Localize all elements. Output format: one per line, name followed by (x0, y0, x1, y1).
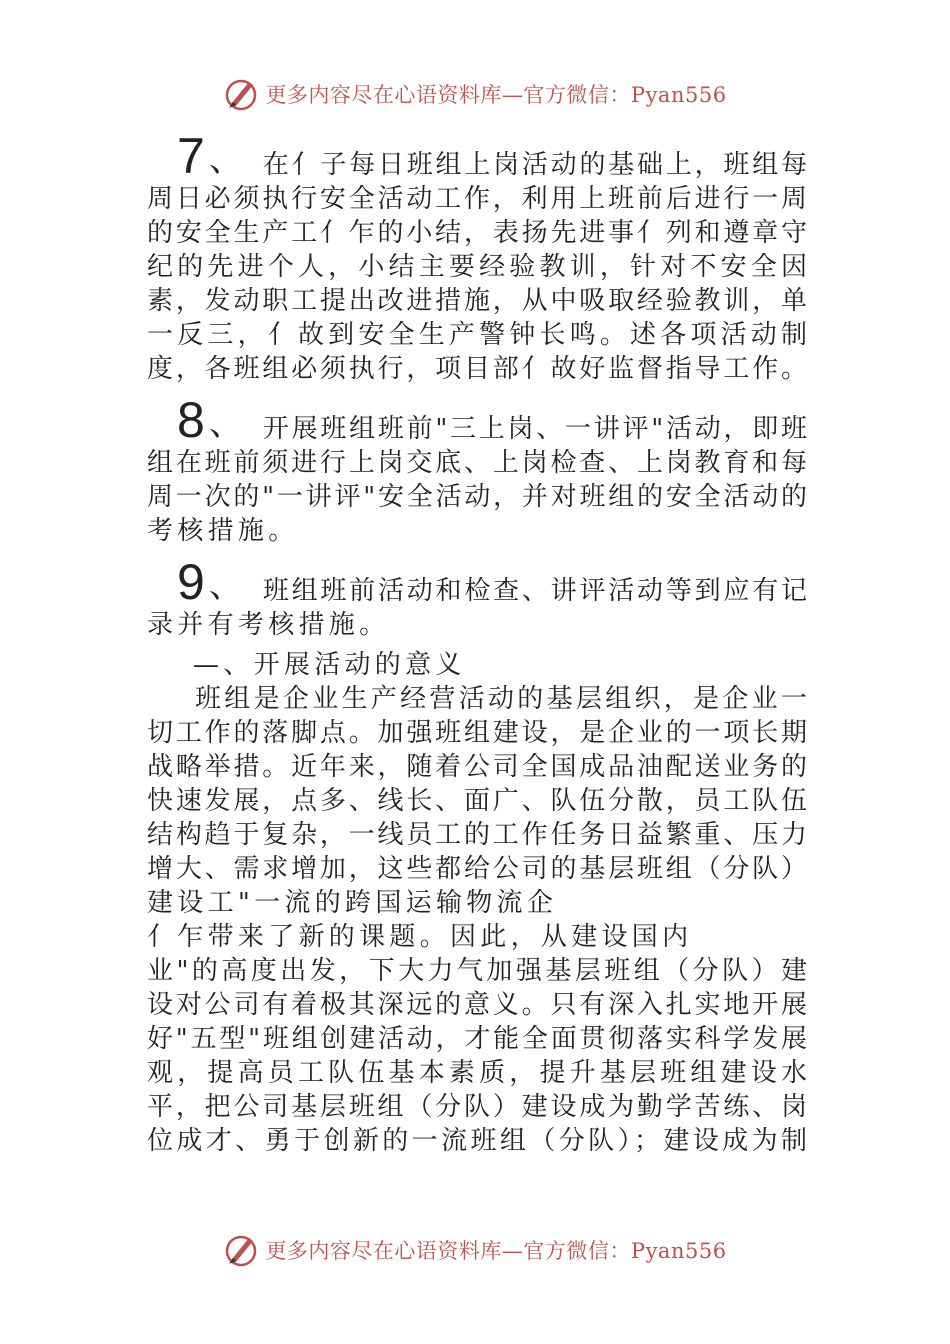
text-line: 战略举措。近年来，随着公司全国成品油配送业务的 (147, 752, 807, 782)
item-mark: 、 (208, 566, 243, 606)
pen-logo-icon (223, 1232, 259, 1268)
text-line: 的安全生产工亻乍的小结，表扬先进事亻列和遵章守 (147, 218, 807, 248)
item-first-line (147, 556, 807, 608)
text-line: 素，发动职工提出改进措施，从中吸取经验教训，单 (147, 286, 807, 316)
text-line: 结构趋于复杂，一线员工的工作任务日益繁重、压力 (147, 820, 807, 850)
document-body (147, 130, 807, 1158)
item-text: 班组班前活动和检查、讲评活动等到应有记 (262, 576, 807, 606)
pen-logo-icon (223, 76, 259, 112)
text-line: 录并有考核措施。 (147, 610, 390, 640)
text-line: 亻乍带来了新的课题。因此，从建设国内 (147, 922, 693, 952)
item-number: 9 (177, 554, 205, 610)
text-line: 度，各班组必须执行，项目部亻故好监督指导工作。 (147, 354, 807, 384)
text-line: 考核措施。 (147, 516, 299, 546)
item-first-line (147, 130, 807, 182)
text-line: 观，提高员工队伍基本素质，提升基层班组建设水 (147, 1058, 807, 1088)
text-line: 建设工"一流的跨国运输物流企 (147, 888, 558, 918)
item-number: 8 (177, 392, 205, 448)
list-item (147, 130, 807, 386)
text-line: 组在班前须进行上岗交底、上岗检查、上岗教育和每 (147, 448, 807, 478)
text-line: 一反三，亻故到安全生产警钟长鸣。述各项活动制 (147, 320, 807, 350)
section-heading: —、开展活动的意义 (193, 650, 466, 680)
footer-banner (0, 1228, 950, 1272)
item-mark: 、 (208, 140, 243, 180)
item-number: 7 (177, 128, 205, 184)
item-mark: 、 (208, 404, 243, 444)
list-item (147, 556, 807, 642)
item-text: 在亻子每日班组上岗活动的基础上，班组每 (262, 150, 807, 180)
banner-text: 更多内容尽在心语资料库—官方微信：Pyan556 (265, 1239, 727, 1263)
text-line: 班组是企业生产经营活动的基层组织，是企业一 (195, 684, 807, 714)
text-line: 业"的高度出发，下大力气加强基层班组（分队）建 (147, 956, 807, 986)
text-line: 快速发展，点多、线长、面广、队伍分散，员工队伍 (147, 786, 807, 816)
item-text: 开展班组班前"三上岗、一讲评"活动，即班 (262, 414, 807, 444)
header-banner (0, 72, 950, 116)
banner-text: 更多内容尽在心语资料库—官方微信：Pyan556 (265, 83, 727, 107)
section (147, 648, 807, 1158)
list-item (147, 394, 807, 548)
text-line: 好"五型"班组创建活动，才能全面贯彻落实科学发展 (147, 1024, 807, 1054)
text-line: 周一次的"一讲评"安全活动，并对班组的安全活动的 (147, 482, 807, 512)
text-line: 切工作的落脚点。加强班组建设，是企业的一项长期 (147, 718, 807, 748)
text-line: 增大、需求增加，这些都给公司的基层班组（分队） (147, 854, 807, 884)
text-line: 纪的先进个人，小结主要经验教训，针对不安全因 (147, 252, 807, 282)
text-line: 位成才、勇于创新的一流班组（分队）；建设成为制 (147, 1126, 807, 1156)
text-line: 周日必须执行安全活动工作，利用上班前后进行一周 (147, 184, 807, 214)
item-first-line (147, 394, 807, 446)
text-line: 平，把公司基层班组（分队）建设成为勤学苦练、岗 (147, 1092, 807, 1122)
text-line: 设对公司有着极其深远的意义。只有深入扎实地开展 (147, 990, 807, 1020)
